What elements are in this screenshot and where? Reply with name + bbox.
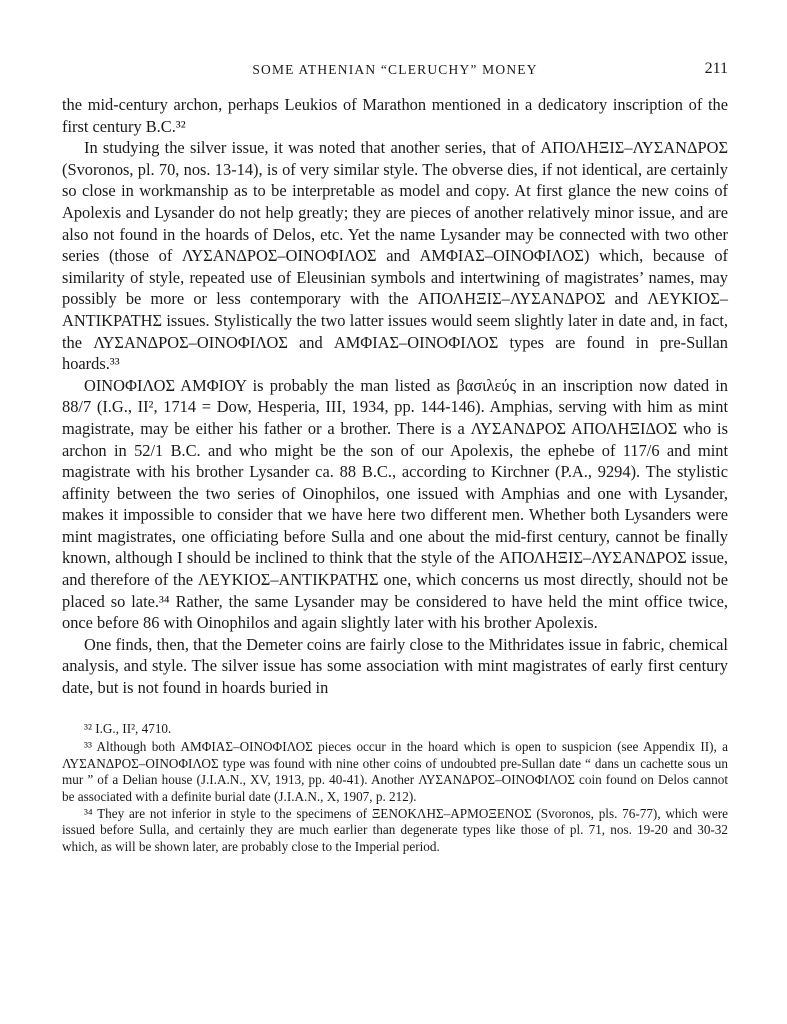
paragraph: ΟΙΝΟΦΙΛΟΣ ΑΜΦΙΟΥ is probably the man listed as βασιλεύς in an inscription now dated in 88/7 (I.G., II², 1714 = Dow, Hesperia, III, 1934, pp. 144-146). Amphias, serving with him as mint magistrate, may be either his father or a brother. There is a ΛΥΣΑΝΔΡΟΣ ΑΠΟΛΗΞΙΔΟΣ who is archon in 52/1 B.C. and who might be the son of our Apolexis, the ephebe of 117/6 and mint magistrate with his brother Lysander ca. 88 B.C., according to Kirchner (P.A., 9294). The stylistic affinity between the two series of Oinophilos, one issued with Amphias and one with Lysander, makes it impossible to consider that we have here two different men. Whether both Lysanders were mint magistrates, one officiating before Sulla and one about the mid-first century, cannot be finally known, although I should be inclined to think that the style of the ΑΠΟΛΗΞΙΣ–ΛΥΣΑΝΔΡΟΣ issue, and therefore of the ΛΕΥΚΙΟΣ–ΑΝΤΙΚΡΑΤΗΣ one, which concerns us most directly, should not be placed so late.³⁴ Rather, the same Lysander may be considered to have held the mint office twice, once before 86 with Oinophilos and again slightly later with his brother Apolexis.: [62, 375, 728, 633]
paragraph: the mid-century archon, perhaps Leukios of Marathon mentioned in a dedicatory inscription of the first century B.C.³²: [62, 95, 728, 136]
page-number: 211: [704, 60, 728, 77]
footnote: ³² I.G., II², 4710.: [84, 720, 172, 736]
page-header: [62, 58, 728, 84]
paragraph: One finds, then, that the Demeter coins are fairly close to the Mithridates issue in fabric, chemical analysis, and style. The silver issue has some association with mint magistrates of early first century date, but is not found in hoards buried in: [62, 634, 728, 698]
footnote: ³³ Although both ΑΜΦΙΑΣ–ΟΙΝΟΦΙΛΟΣ pieces occur in the hoard which is open to suspicion (see Appendix II), a ΛΥΣΑΝΔΡΟΣ–ΟΙΝΟΦΙΛΟΣ type was found with nine other coins of undoubted pre-Sullan date “ dans un cachette sous un mur ” of a Delian house (J.I.A.N., XV, 1913, pp. 40-41). Another ΛΥΣΑΝΔΡΟΣ–ΟΙΝΟΦΙΛΟΣ coin found on Delos cannot be associated with a definite burial date (J.I.A.N., X, 1907, p. 212).: [62, 739, 728, 804]
footnote: ³⁴ They are not inferior in style to the specimens of ΞΕΝΟΚΛΗΣ–ΑΡΜΟΞΕΝΟΣ (Svoronos, pls. 76-77), which were issued before Sulla, and certainly they are much earlier than degenerate types like those of pl. 71, nos. 19-20 and 30-32 which, as will be shown later, are probably close to the Imperial period.: [62, 805, 728, 854]
paragraph: In studying the silver issue, it was noted that another series, that of ΑΠΟΛΗΞΙΣ–ΛΥΣΑΝΔΡΟΣ (Svoronos, pl. 70, nos. 13-14), is of very similar style. The obverse dies, if not identical, are certainly so close in workmanship as to be interpretable as model and copy. At first glance the new coins of Apolexis and Lysander do not help greatly; they are pieces of another relatively minor issue, and are also not found in the hoards of Delos, etc. Yet the name Lysander may be connected with two other series (those of ΛΥΣΑΝΔΡΟΣ–ΟΙΝΟΦΙΛΟΣ and ΑΜΦΙΑΣ–ΟΙΝΟΦΙΛΟΣ) which, because of similarity of style, repeated use of Eleusinian symbols and intertwining of magistrates’ names, may possibly be more or less contemporary with the ΑΠΟΛΗΞΙΣ–ΛΥΣΑΝΔΡΟΣ and ΛΕΥΚΙΟΣ–ΑΝΤΙΚΡΑΤΗΣ issues. Stylistically the two latter issues would seem slightly later in date and, in fact, the ΛΥΣΑΝΔΡΟΣ–ΟΙΝΟΦΙΛΟΣ and ΑΜΦΙΑΣ–ΟΙΝΟΦΙΛΟΣ types are found in pre-Sullan hoards.³³: [62, 138, 728, 374]
body-text: [62, 94, 728, 699]
footnotes: [62, 721, 728, 856]
page: [62, 58, 728, 855]
running-title: SOME ATHENIAN “CLERUCHY” MONEY: [252, 62, 538, 77]
